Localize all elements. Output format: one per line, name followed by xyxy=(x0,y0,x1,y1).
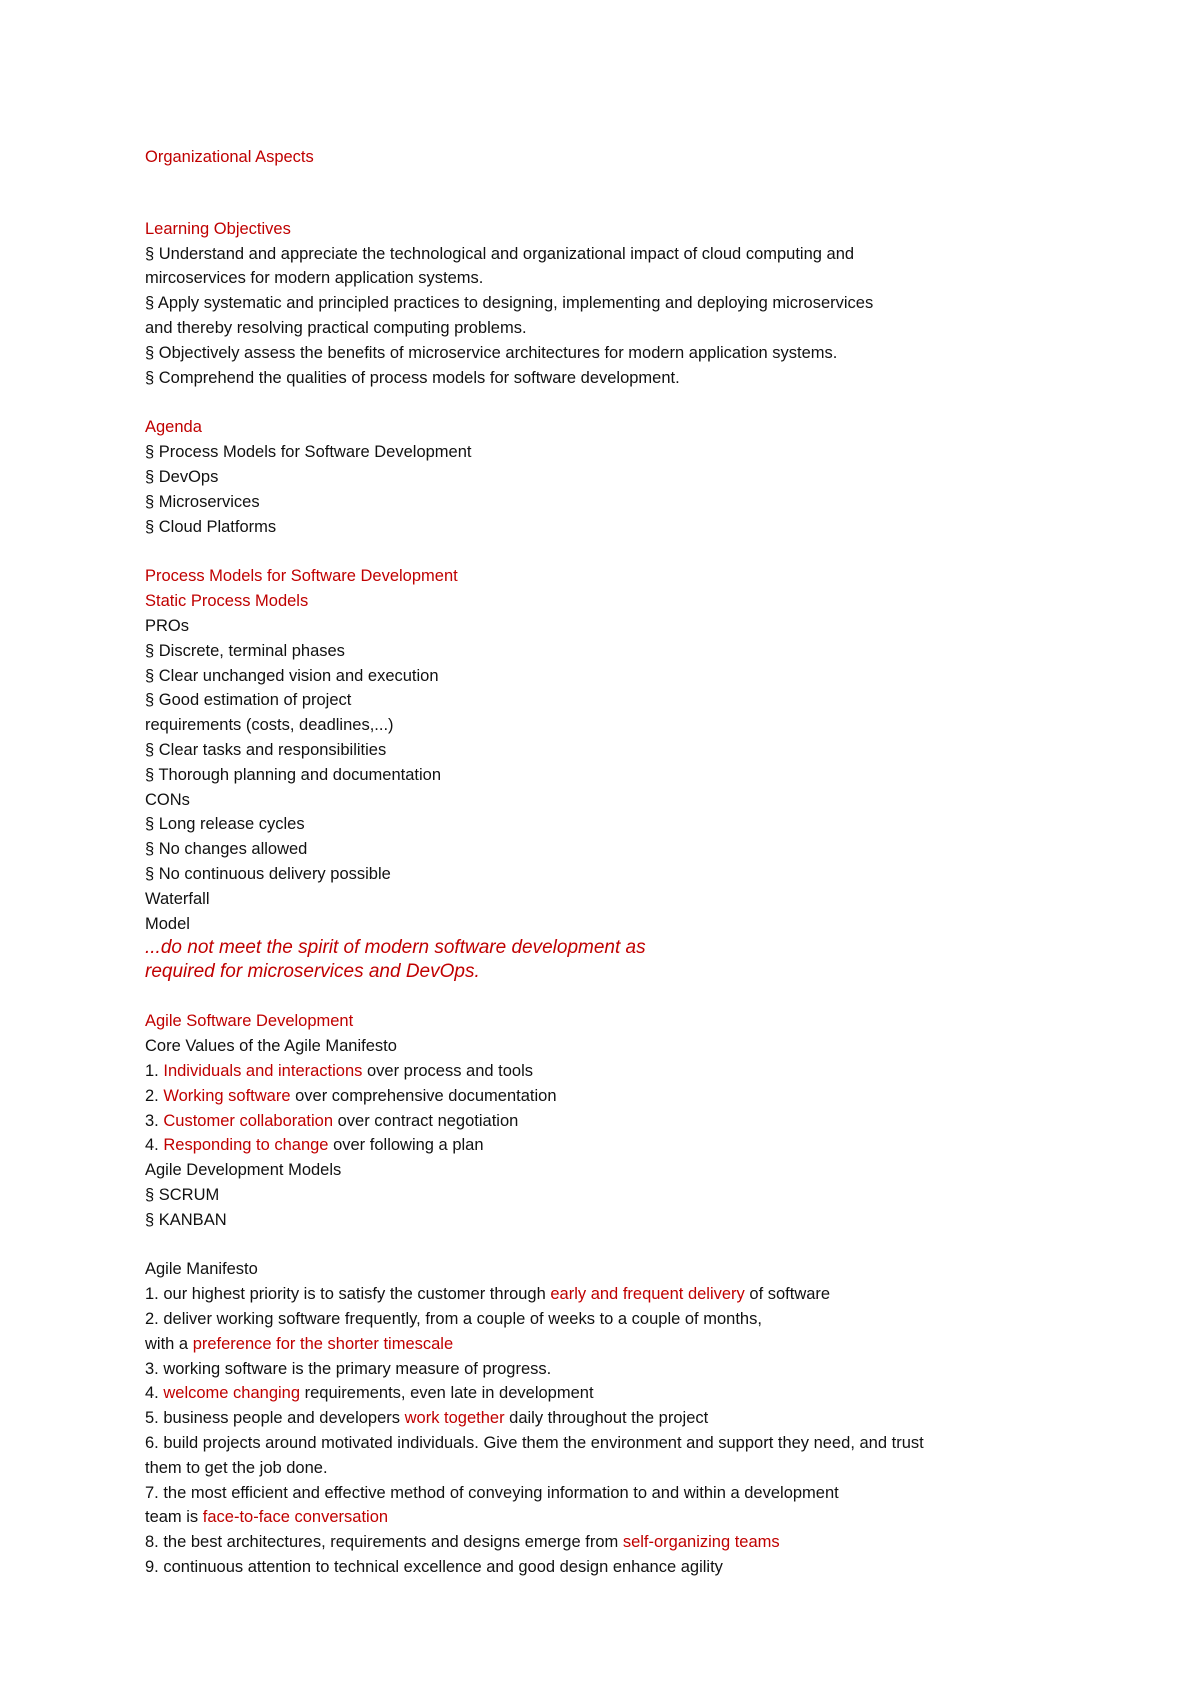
process-model-line: § Clear unchanged vision and execution xyxy=(145,666,439,685)
learning-objectives-heading: Learning Objectives xyxy=(145,219,291,238)
manifesto-line xyxy=(145,1456,1065,1481)
core-value-highlight: Working software xyxy=(163,1086,291,1105)
manifesto-line xyxy=(145,1505,1065,1530)
process-model-line: § Clear tasks and responsibilities xyxy=(145,740,387,759)
agenda-heading: Agenda xyxy=(145,418,202,437)
core-values-label: Core Values of the Agile Manifesto xyxy=(145,1037,397,1056)
spacer xyxy=(145,170,1065,217)
process-model-line: § No changes allowed xyxy=(145,840,308,859)
static-process-models-subheading: Static Process Models xyxy=(145,592,309,611)
manifesto-text: 7. the most efficient and effective method of conveying information to and within a development xyxy=(145,1483,839,1502)
core-value-item xyxy=(145,1084,1065,1109)
manifesto-highlight: work together xyxy=(404,1409,505,1428)
process-model-line: CONs xyxy=(145,790,190,809)
manifesto-highlight: self-organizing teams xyxy=(622,1533,780,1552)
manifesto-text: 4. xyxy=(145,1384,164,1403)
manifesto-text: 5. business people and developers xyxy=(145,1409,405,1428)
manifesto-heading: Agile Manifesto xyxy=(145,1260,258,1279)
agile-model-item: § KANBAN xyxy=(145,1210,227,1229)
manifesto-text: 6. build projects around motivated individuals. Give them the environment and support they need, and trust xyxy=(145,1434,924,1453)
process-models-note: required for microservices and DevOps. xyxy=(145,961,480,983)
process-model-line: requirements (costs, deadlines,...) xyxy=(145,716,394,735)
manifesto-text: requirements, even late in development xyxy=(300,1384,594,1403)
manifesto-line xyxy=(145,1431,1065,1456)
manifesto-highlight: welcome changing xyxy=(163,1384,301,1403)
manifesto-text: 2. deliver working software frequently, from a couple of weeks to a couple of months, xyxy=(145,1310,762,1329)
manifesto-line xyxy=(145,1406,1065,1431)
core-value-rest: over contract negotiation xyxy=(333,1111,519,1130)
document-title: Organizational Aspects xyxy=(145,148,314,166)
manifesto-text: of software xyxy=(744,1285,831,1304)
core-value-item xyxy=(145,1059,1065,1084)
core-value-highlight: Responding to change xyxy=(163,1136,329,1155)
manifesto-text: team is xyxy=(145,1508,203,1527)
core-value-number: 1. xyxy=(145,1061,164,1080)
manifesto-highlight: preference for the shorter timescale xyxy=(192,1334,454,1353)
manifesto-text: 3. working software is the primary measure of progress. xyxy=(145,1359,552,1378)
objective-line: and thereby resolving practical computing problems. xyxy=(145,318,527,337)
objective-line: § Comprehend the qualities of process models for software development. xyxy=(145,368,680,387)
manifesto-text: daily throughout the project xyxy=(504,1409,709,1428)
manifesto-line xyxy=(145,1357,1065,1382)
agenda-item: § Process Models for Software Development xyxy=(145,443,472,462)
core-value-rest: over following a plan xyxy=(328,1136,484,1155)
spacer xyxy=(145,1232,1065,1257)
manifesto-highlight: early and frequent delivery xyxy=(550,1285,745,1304)
process-model-line: Waterfall xyxy=(145,889,210,908)
process-model-line: § Long release cycles xyxy=(145,815,305,834)
manifesto-line xyxy=(145,1381,1065,1406)
core-value-highlight: Customer collaboration xyxy=(163,1111,334,1130)
manifesto-text: 1. our highest priority is to satisfy the customer through xyxy=(145,1285,551,1304)
manifesto-text: them to get the job done. xyxy=(145,1458,328,1477)
objective-line: mircoservices for modern application systems. xyxy=(145,269,484,288)
document-body xyxy=(145,145,1065,1580)
process-model-line: Model xyxy=(145,914,190,933)
core-value-number: 3. xyxy=(145,1111,164,1130)
agile-models-label: Agile Development Models xyxy=(145,1161,342,1180)
core-value-item xyxy=(145,1109,1065,1134)
core-value-rest: over comprehensive documentation xyxy=(290,1086,557,1105)
manifesto-highlight: face-to-face conversation xyxy=(202,1508,389,1527)
objective-line: § Understand and appreciate the technological and organizational impact of cloud computing and xyxy=(145,244,855,263)
process-model-line: PROs xyxy=(145,616,190,635)
core-value-highlight: Individuals and interactions xyxy=(163,1061,363,1080)
manifesto-list xyxy=(145,1282,1065,1580)
process-models-heading: Process Models for Software Development xyxy=(145,567,458,586)
manifesto-line xyxy=(145,1555,1065,1580)
core-value-item xyxy=(145,1133,1065,1158)
agenda-item: § DevOps xyxy=(145,467,219,486)
spacer xyxy=(145,984,1065,1009)
manifesto-line xyxy=(145,1481,1065,1506)
spacer xyxy=(145,539,1065,564)
core-value-rest: over process and tools xyxy=(362,1061,533,1080)
agile-model-item: § SCRUM xyxy=(145,1185,220,1204)
manifesto-text: 9. continuous attention to technical excellence and good design enhance agility xyxy=(145,1558,723,1577)
core-value-number: 4. xyxy=(145,1136,164,1155)
process-model-line: § Discrete, terminal phases xyxy=(145,641,345,660)
agenda-item: § Microservices xyxy=(145,492,260,511)
manifesto-line xyxy=(145,1307,1065,1332)
manifesto-text: with a xyxy=(145,1334,193,1353)
manifesto-line xyxy=(145,1282,1065,1307)
spacer xyxy=(145,390,1065,415)
manifesto-line xyxy=(145,1332,1065,1357)
process-models-note: ...do not meet the spirit of modern software development as xyxy=(145,937,646,959)
agenda-item: § Cloud Platforms xyxy=(145,517,277,536)
manifesto-line xyxy=(145,1530,1065,1555)
process-model-line: § No continuous delivery possible xyxy=(145,864,391,883)
process-model-line: § Good estimation of project xyxy=(145,691,352,710)
manifesto-text: 8. the best architectures, requirements and designs emerge from xyxy=(145,1533,623,1552)
process-model-line: § Thorough planning and documentation xyxy=(145,765,442,784)
agile-heading: Agile Software Development xyxy=(145,1012,354,1031)
objective-line: § Objectively assess the benefits of microservice architectures for modern application systems. xyxy=(145,343,838,362)
objective-line: § Apply systematic and principled practices to designing, implementing and deploying microservices xyxy=(145,294,874,313)
core-value-number: 2. xyxy=(145,1086,164,1105)
